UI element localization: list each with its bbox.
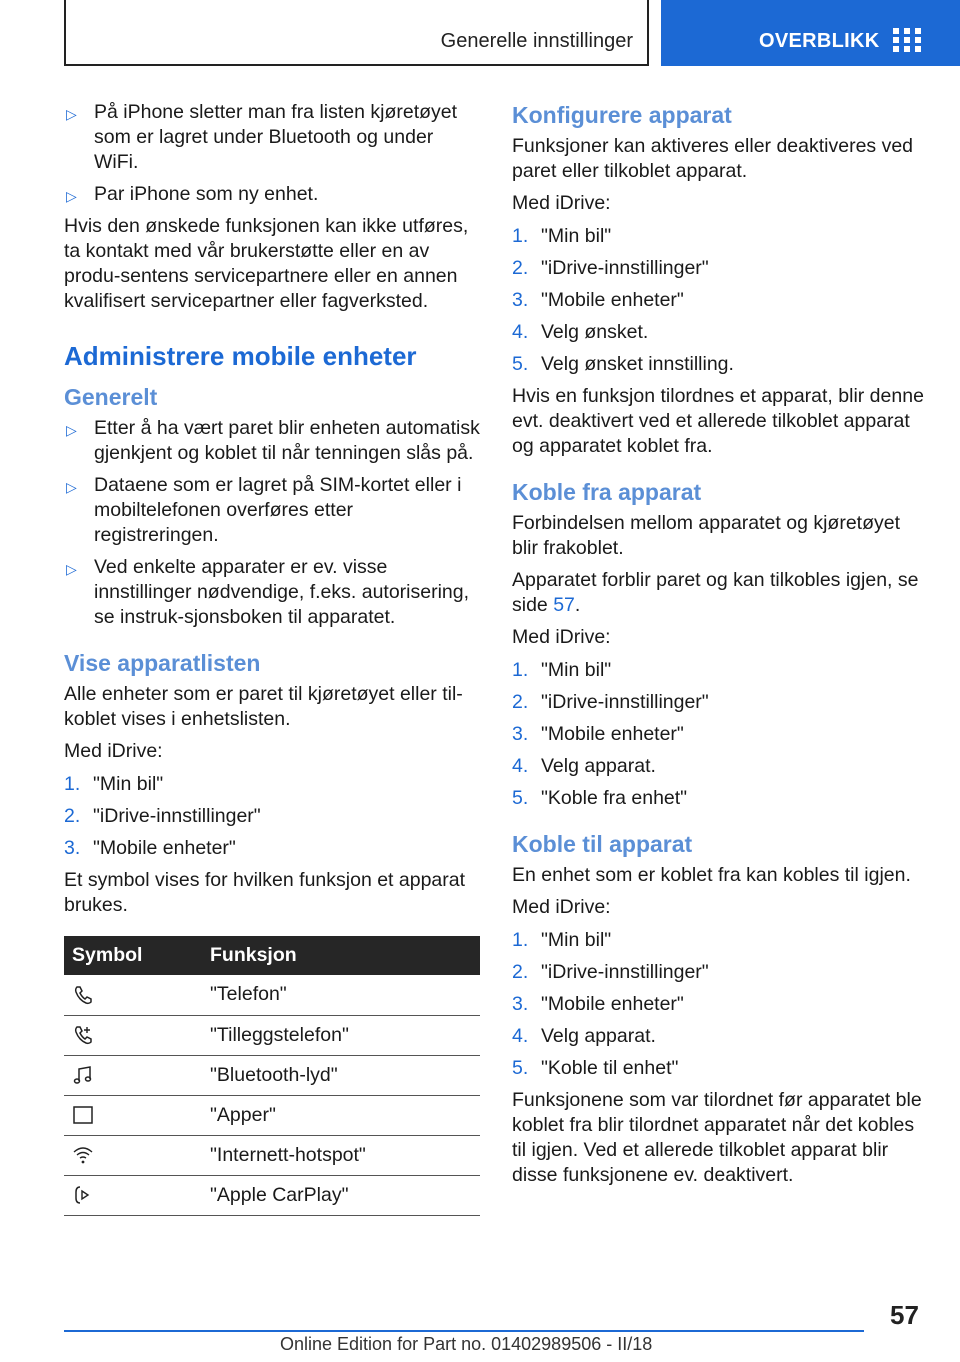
step-item: 5. "Koble til enhet"	[512, 1057, 679, 1079]
music-note-icon	[72, 1064, 94, 1086]
page-number: 57	[890, 1300, 919, 1330]
step-item: 3. "Mobile enheter"	[64, 837, 236, 859]
bullet-item: ▷ Ved enkelte apparater er ev. visse innstillinger nødvendige, f.eks. autorisering, se instruk-sjonsboken til apparatet.	[66, 556, 470, 628]
step-item: 1. "Min bil"	[512, 929, 612, 951]
header-section-box	[64, 0, 649, 66]
step-item: 4. Velg apparat.	[512, 755, 656, 777]
table-row: "Bluetooth-lyd"	[64, 1055, 480, 1095]
column-header-function: Funksjon	[210, 936, 480, 975]
table-header-row	[64, 936, 480, 975]
step-item: 4. Velg ønsket.	[512, 321, 649, 343]
triangle-bullet-icon: ▷	[66, 188, 77, 204]
paragraph-configure: Funksjoner kan aktiveres eller deaktiveres ved paret eller tilkoblet apparat.	[512, 135, 914, 182]
idrive-label: Med iDrive:	[64, 740, 163, 762]
step-list	[512, 658, 928, 811]
step-item: 1. "Min bil"	[512, 225, 612, 247]
step-list	[64, 772, 480, 861]
table-row: "Internett-hotspot"	[64, 1135, 480, 1175]
app-square-icon	[72, 1104, 94, 1126]
table-row: "Telefon"	[64, 975, 480, 1015]
step-list	[512, 224, 928, 377]
idrive-label: Med iDrive:	[512, 626, 611, 648]
step-item: 4. Velg apparat.	[512, 1025, 656, 1047]
step-item: 3. "Mobile enheter"	[512, 289, 684, 311]
heading-manage-devices: Administrere mobile enheter	[64, 341, 417, 371]
step-item: 5. Velg ønsket innstilling.	[512, 353, 734, 375]
triangle-bullet-icon: ▷	[66, 561, 77, 577]
bullet-item: ▷ Par iPhone som ny enhet.	[64, 182, 480, 207]
triangle-bullet-icon: ▷	[66, 422, 77, 438]
table-row: "Apple CarPlay"	[64, 1175, 480, 1215]
step-item: 3. "Mobile enheter"	[512, 993, 684, 1015]
paragraph-final: Funksjonene som var tilordnet før apparatet ble koblet fra blir tilordnet apparatet når det kobles til igjen. Ved et allerede tilkoblet apparat blir disse funksjonene ev. deaktivert.	[512, 1089, 922, 1186]
step-item: 2. "iDrive-innstillinger"	[512, 257, 709, 279]
step-item: 2. "iDrive-innstillinger"	[512, 961, 709, 983]
heading-configure-device: Konfigurere apparat	[512, 102, 732, 128]
step-item: 3. "Mobile enheter"	[512, 723, 684, 745]
overview-button[interactable]	[661, 0, 960, 66]
additional-phone-icon	[72, 1024, 94, 1046]
bullet-item: ▷ Dataene som er lagret på SIM-kortet eller i mobiltelefonen overføres etter registreringen.	[66, 474, 462, 546]
bullet-item: ▷ På iPhone sletter man fra listen kjøretøyet som er lagret under Bluetooth og under WiFi.	[66, 101, 458, 173]
heading-device-list: Vise apparatlisten	[64, 650, 261, 676]
step-item: 1. "Min bil"	[64, 773, 164, 795]
heading-connect-device: Koble til apparat	[512, 831, 693, 857]
bullet-item: ▷ Etter å ha vært paret blir enheten automatisk gjenkjent og koblet til når tenningen slås på.	[66, 417, 480, 464]
grid-icon	[893, 28, 921, 52]
idrive-label: Med iDrive:	[512, 896, 611, 918]
page-link[interactable]: 57	[553, 594, 575, 616]
step-item: 1. "Min bil"	[512, 659, 612, 681]
paragraph-symbol: Et symbol vises for hvilken funksjon et apparat brukes.	[64, 869, 466, 916]
column-header-symbol: Symbol	[64, 936, 210, 975]
wifi-icon	[72, 1144, 94, 1166]
paragraph-disconnect-1: Forbindelsen mellom apparatet og kjøretøyet blir frakoblet.	[512, 512, 901, 559]
table-row: "Apper"	[64, 1095, 480, 1135]
step-item: 2. "iDrive-innstillinger"	[512, 691, 709, 713]
table-row: "Tilleggstelefon"	[64, 1015, 480, 1055]
paragraph-assign: Hvis en funksjon tilordnes et apparat, blir denne evt. deaktivert ved et allerede tilkoblet apparat og apparatet koblet fra.	[512, 385, 924, 457]
carplay-icon	[72, 1184, 94, 1206]
symbol-table	[64, 936, 480, 1216]
footer-edition: Online Edition for Part no. 01402989506 - II/18	[280, 1334, 653, 1354]
step-list	[512, 928, 928, 1081]
header-section-title: Generelle innstillinger	[440, 30, 633, 52]
phone-icon	[72, 984, 94, 1006]
heading-disconnect-device: Koble fra apparat	[512, 479, 702, 505]
step-item: 2. "iDrive-innstillinger"	[64, 805, 261, 827]
paragraph-disconnect-2: Apparatet forblir paret og kan tilkobles igjen, se side 57.	[512, 569, 919, 616]
paragraph-device-list: Alle enheter som er paret til kjøretøyet eller til-koblet vises i enhetslisten.	[64, 683, 463, 730]
paragraph-contact: Hvis den ønskede funksjonen kan ikke utføres, ta kontakt med vår brukerstøtte eller en av produ-sentens servicepartnere eller en annen kvalifisert servicepartner eller fagverksted.	[64, 215, 469, 312]
overview-label: OVERBLIKK	[759, 30, 880, 52]
step-item: 5. "Koble fra enhet"	[512, 787, 688, 809]
triangle-bullet-icon: ▷	[66, 479, 77, 495]
left-column	[64, 100, 480, 1216]
triangle-bullet-icon: ▷	[66, 106, 77, 122]
paragraph-connect: En enhet som er koblet fra kan kobles til igjen.	[512, 864, 911, 886]
heading-general: Generelt	[64, 384, 158, 410]
idrive-label: Med iDrive:	[512, 192, 611, 214]
footer-divider	[64, 1330, 864, 1332]
right-column	[512, 100, 928, 1195]
